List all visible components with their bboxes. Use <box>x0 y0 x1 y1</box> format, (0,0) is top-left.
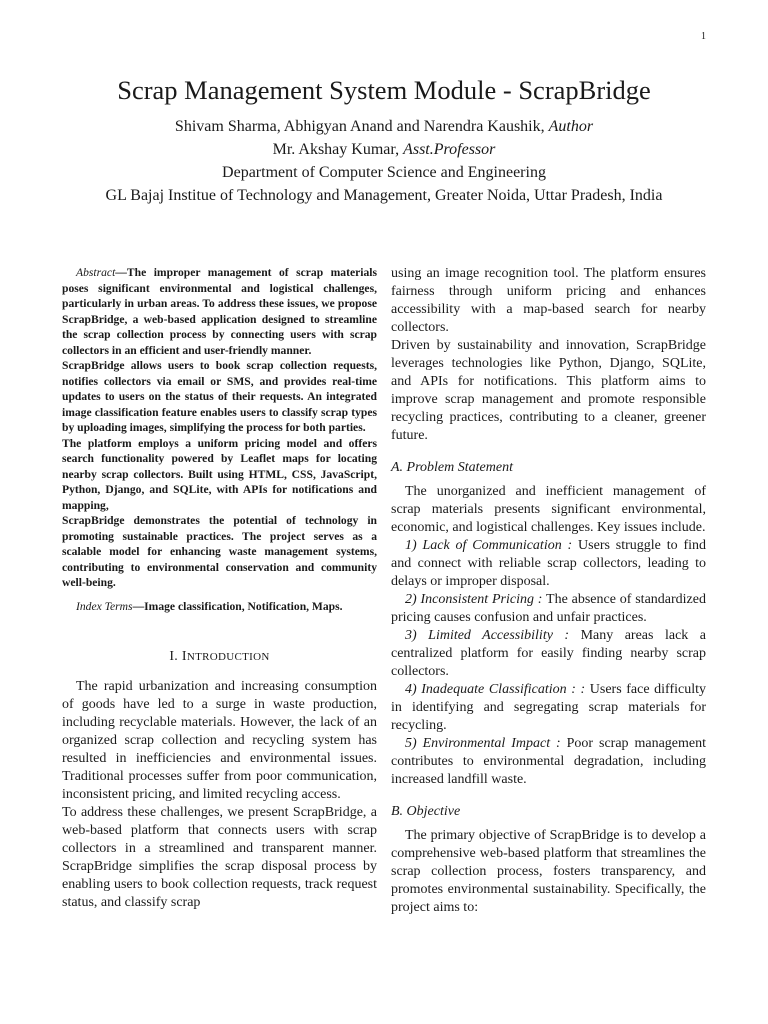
list-item-label: 3) Limited Accessibility : <box>405 628 570 643</box>
body-paragraph: The unorganized and inefficient management of scrap materials presents significant environmental, economic, and logistical challenges. Key issues include. <box>391 484 706 535</box>
abstract-paragraph: ScrapBridge demonstrates the potential of technology in promoting sustainable practices. The project serves as a scalable model for enhancing waste management systems, contributing to environmental conservation and community well-being. <box>62 514 377 589</box>
list-item-label: 2) Inconsistent Pricing : <box>405 592 543 607</box>
subsection-heading-objective: B. Objective <box>391 804 461 819</box>
list-item-text: Many areas lack a centralized platform for easily finding nearby scrap collectors. <box>391 628 706 679</box>
section-number: I. <box>169 649 179 664</box>
list-item-text: Users struggle to find and connect with reliable scrap collectors, leading to delays or improper disposal. <box>391 538 706 589</box>
index-terms-text: —Image classification, Notification, Maps. <box>132 599 343 613</box>
list-item-text: The absence of standardized pricing causes confusion and unfair practices. <box>391 592 706 625</box>
abstract-paragraph: ScrapBridge allows users to book scrap collection requests, notifies collectors via email or SMS, and provides real-time updates to users on the status of their requests. An integrated image classification feature enables users to classify scrap types by uploading images, simplifying the process for both parties. <box>62 359 377 434</box>
department: Department of Computer Science and Engineering <box>222 164 546 181</box>
body-paragraph: using an image recognition tool. The platform ensures fairness through uniform pricing and enhances accessibility with a map-based search for nearby collectors. <box>391 266 706 335</box>
index-terms-label: Index Terms <box>76 599 133 613</box>
left-column <box>62 265 377 912</box>
abstract-paragraph <box>62 265 377 358</box>
abstract-text: —The improper management of scrap materials poses significant environmental and logistical challenges, particularly in urban areas. To address these issues, we propose ScrapBridge, a web-based application designed to streamline the scrap collection process by connecting users with scrap collectors in an efficient and user-friendly manner. <box>62 266 377 357</box>
list-item <box>391 537 706 591</box>
page-number: 1 <box>701 31 706 42</box>
right-column <box>391 265 706 917</box>
list-item-text: Poor scrap management contributes to environmental degradation, including increased landfill waste. <box>391 736 706 787</box>
abstract-paragraph: The platform employs a uniform pricing model and offers search functionality powered by Leaflet maps for locating nearby scrap collectors. Built using HTML, CSS, JavaScript, Python, Django, and SQLite, with APIs for notifications and mapping, <box>62 436 377 512</box>
advisor-line <box>0 138 768 161</box>
list-item <box>391 681 706 735</box>
abstract-label: Abstract <box>76 266 116 279</box>
list-item-label: 4) Inadequate Classification : : <box>405 682 586 697</box>
list-item <box>391 627 706 681</box>
list-item <box>391 591 706 627</box>
institution: GL Bajaj Institue of Technology and Management, Greater Noida, Uttar Pradesh, India <box>105 187 663 204</box>
advisor-name: Mr. Akshay Kumar, <box>272 141 400 158</box>
body-paragraph: Driven by sustainability and innovation, ScrapBridge leverages technologies like Python, Django, SQLite, and APIs for notifications. This platform aims to improve scrap management and promote responsible recycling practices, contributing to a cleaner, greener future. <box>391 338 706 443</box>
author-names: Shivam Sharma, Abhigyan Anand and Narendra Kaushik, <box>174 118 545 135</box>
list-item-label: 1) Lack of Communication : <box>405 538 573 553</box>
body-paragraph: To address these challenges, we present ScrapBridge, a web-based platform that connects users with scrap collectors in a streamlined and transparent manner. ScrapBridge simplifies the scrap disposal process by enabling users to book collection requests, track request status, and classify scrap <box>62 805 377 910</box>
index-terms <box>62 599 377 615</box>
list-item <box>391 735 706 789</box>
paper-header <box>0 72 768 207</box>
paper-title: Scrap Management System Module - ScrapBridge <box>117 75 651 105</box>
subsection-heading-problem-statement: A. Problem Statement <box>391 460 513 475</box>
advisor-role: Asst.Professor <box>403 141 496 158</box>
author-role: Author <box>548 118 594 135</box>
section-heading-introduction <box>62 648 377 666</box>
list-item-label: 5) Environmental Impact : <box>405 736 561 751</box>
body-paragraph: The rapid urbanization and increasing consumption of goods have led to a surge in waste production, including recyclable materials. However, the lack of an organized scrap collection and recycling system has resulted in inefficiencies and environmental issues. Traditional processes suffer from poor communication, inconsistent pricing, and limited recycling access. <box>62 679 377 802</box>
author-line <box>0 115 768 138</box>
section-title-rest: NTRODUCTION <box>186 651 270 663</box>
list-item-text: Users face difficulty in identifying and segregating scrap materials for recycling. <box>391 682 706 733</box>
section-initial: I <box>181 649 187 664</box>
body-paragraph: The primary objective of ScrapBridge is to develop a comprehensive web-based platform that streamlines the scrap collection process, fosters transparency, and promotes environmental sustainability. Specifically, the project aims to: <box>391 828 706 915</box>
